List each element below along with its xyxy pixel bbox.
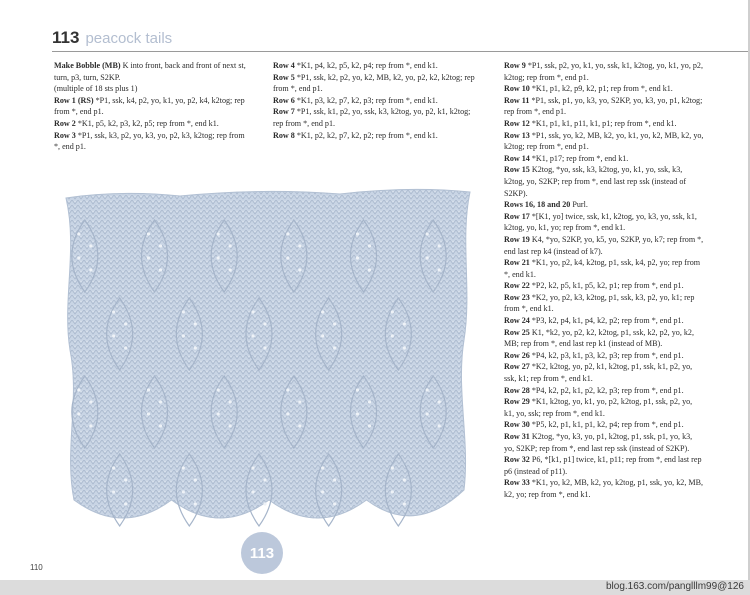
row-text: *K1, p3, k2, p7, k2, p3; rep from *, end k1. — [294, 95, 438, 105]
row-label: Row 14 — [504, 153, 530, 163]
row-text: K2tog, *yo, k3, yo, p1, k2tog, p1, ssk, p1, yo, k3, yo, S2KP; rep from *, end last rep ssk (instead of S2KP). — [504, 432, 693, 453]
eyelet-hole — [321, 466, 324, 469]
row-label: Row 2 — [54, 118, 76, 128]
eyelet-hole — [298, 400, 301, 403]
instruction-row — [504, 292, 704, 315]
row-text: *K1, p5, k2, p3, k2, p5; rep from *, end k1. — [75, 118, 219, 128]
eyelet-hole — [438, 244, 441, 247]
eyelet-hole — [182, 310, 185, 313]
eyelet-hole — [159, 424, 162, 427]
eyelet-hole — [251, 334, 254, 337]
eyelet-hole — [263, 322, 266, 325]
instruction-row — [504, 83, 704, 95]
row-label: Row 32 — [504, 455, 530, 465]
eyelet-hole — [368, 268, 371, 271]
eyelet-hole — [263, 346, 266, 349]
eyelet-hole — [356, 256, 359, 259]
instruction-row — [504, 454, 704, 477]
instruction-row — [504, 396, 704, 419]
eyelet-hole — [194, 478, 197, 481]
row-label: Rows 16, 18 and 20 — [504, 200, 571, 210]
row-text: *P1, ssk, yo, k2, MB, k2, yo, k1, yo, k2, MB, k2, yo, k2tog; rep from *, end p1. — [504, 130, 704, 152]
row-text: *K1, p4, k2, p5, k2, p4; rep from *, end k1. — [294, 61, 438, 70]
row-text: *P4, k2, p3, k1, p3, k2, p3; rep from *, end p1. — [529, 350, 684, 360]
eyelet-hole — [217, 412, 220, 415]
eyelet-hole — [77, 412, 80, 415]
eyelet-hole — [298, 268, 301, 271]
eyelet-hole — [217, 256, 220, 259]
row-text: *K2, k2tog, yo, p2, k1, k2tog, p1, ssk, k1, p2, yo, ssk, k1; rep from *, end k1. — [504, 362, 693, 384]
eyelet-hole — [391, 490, 394, 493]
instruction-row — [504, 60, 704, 83]
instruction-row — [54, 60, 252, 83]
eyelet-hole — [263, 502, 266, 505]
eyelet-hole — [426, 412, 429, 415]
eyelet-hole — [229, 244, 232, 247]
row-text: *P1, ssk, k1, p2, yo, ssk, k3, k2tog, yo, p2, k1, k2tog; rep from *, end p1. — [273, 107, 471, 128]
eyelet-hole — [438, 400, 441, 403]
instruction-row — [504, 361, 704, 384]
instruction-row — [504, 327, 704, 350]
eyelet-hole — [403, 346, 406, 349]
eyelet-hole — [251, 310, 254, 313]
eyelet-hole — [298, 424, 301, 427]
row-label: Row 6 — [273, 95, 295, 105]
row-label: Row 24 — [504, 316, 530, 326]
instruction-row — [273, 60, 478, 72]
eyelet-hole — [182, 490, 185, 493]
row-text: *[K1, yo] twice, ssk, k1, k2tog, yo, k3, yo, ssk, k1, k2tog, yo, k1, yo; rep from *, end k1. — [504, 211, 697, 233]
row-text: *K1, k2tog, yo, k1, yo, p2, k2tog, p1, ssk, p2, yo, k1, yo, ssk; rep from *, end k1. — [504, 397, 693, 418]
eyelet-hole — [251, 466, 254, 469]
eyelet-hole — [426, 388, 429, 391]
eyelet-hole — [438, 268, 441, 271]
instructions-column-1 — [54, 60, 252, 153]
instruction-row — [504, 130, 704, 153]
eyelet-hole — [391, 310, 394, 313]
eyelet-hole — [147, 232, 150, 235]
row-label: Row 29 — [504, 397, 530, 407]
eyelet-hole — [286, 232, 289, 235]
instruction-row — [54, 83, 252, 95]
row-label: Row 8 — [273, 130, 295, 140]
eyelet-hole — [182, 466, 185, 469]
instruction-row — [504, 431, 704, 454]
row-text: K2tog, *yo, ssk, k3, k2tog, yo, k1, yo, ssk, k3, k2tog, yo, S2KP; rep from *, end last rep ssk (instead of S2KP). — [504, 165, 687, 198]
instruction-row — [504, 280, 704, 292]
eyelet-hole — [229, 400, 232, 403]
eyelet-hole — [194, 322, 197, 325]
eyelet-hole — [124, 478, 127, 481]
row-text: K into front, back and front of next st, turn, p3, turn, S2KP. — [54, 61, 246, 82]
eyelet-hole — [217, 388, 220, 391]
row-text: *K1, p1, k1, p11, k1, p1; rep from *, end k1. — [529, 118, 677, 128]
eyelet-hole — [321, 334, 324, 337]
eyelet-hole — [263, 478, 266, 481]
instruction-row — [504, 211, 704, 234]
instruction-row — [504, 118, 704, 130]
instruction-row — [54, 118, 252, 130]
eyelet-hole — [124, 346, 127, 349]
eyelet-hole — [112, 334, 115, 337]
eyelet-hole — [333, 346, 336, 349]
eyelet-hole — [391, 466, 394, 469]
instruction-row — [273, 72, 478, 95]
row-label: Row 5 — [273, 72, 295, 82]
eyelet-hole — [194, 346, 197, 349]
header-rule — [52, 51, 750, 52]
row-label: Row 7 — [273, 107, 295, 117]
eyelet-hole — [368, 400, 371, 403]
eyelet-hole — [368, 424, 371, 427]
eyelet-hole — [112, 310, 115, 313]
eyelet-hole — [321, 310, 324, 313]
eyelet-hole — [391, 334, 394, 337]
eyelet-hole — [112, 466, 115, 469]
row-text: *P1, ssk, k4, p2, yo, k1, yo, p2, k4, k2tog; rep from *, end p1. — [54, 95, 245, 117]
eyelet-hole — [147, 388, 150, 391]
eyelet-hole — [356, 232, 359, 235]
row-label: Row 17 — [504, 211, 530, 221]
pattern-number: 113 — [52, 28, 80, 47]
eyelet-hole — [286, 388, 289, 391]
instruction-row — [504, 385, 704, 397]
row-text: *K1, yo, p2, k4, k2tog, p1, ssk, k4, p2, yo; rep from *, end k1. — [504, 258, 701, 279]
row-label: Row 9 — [504, 61, 526, 70]
eyelet-hole — [286, 412, 289, 415]
eyelet-hole — [333, 478, 336, 481]
row-label: Make Bobble (MB) — [54, 61, 121, 70]
eyelet-hole — [182, 334, 185, 337]
eyelet-hole — [438, 424, 441, 427]
page-header — [52, 28, 172, 48]
eyelet-hole — [147, 256, 150, 259]
instruction-row — [504, 234, 704, 257]
row-label: Row 26 — [504, 350, 530, 360]
row-text: *K2, yo, p2, k3, k2tog, p1, ssk, k3, p2, yo, k1; rep from *, end k1. — [504, 292, 695, 314]
row-label: Row 21 — [504, 258, 530, 268]
instruction-row — [273, 95, 478, 107]
row-label: Row 11 — [504, 95, 530, 105]
row-label: Row 12 — [504, 118, 530, 128]
eyelet-hole — [229, 424, 232, 427]
row-label: Row 23 — [504, 292, 530, 302]
row-label: Row 13 — [504, 130, 530, 140]
eyelet-hole — [333, 502, 336, 505]
instructions-column-3 — [504, 60, 704, 501]
eyelet-hole — [89, 424, 92, 427]
knit-swatch-photo — [60, 180, 478, 540]
row-text: *P1, ssk, k2, p2, yo, k2, MB, k2, yo, p2, k2, k2tog; rep from *, end p1. — [273, 72, 475, 94]
row-label: Row 30 — [504, 420, 530, 430]
instruction-row — [54, 95, 252, 118]
instructions-column-2 — [273, 60, 478, 141]
eyelet-hole — [368, 244, 371, 247]
pattern-title: peacock tails — [85, 30, 173, 47]
eyelet-hole — [298, 244, 301, 247]
row-label: Row 27 — [504, 362, 530, 372]
row-text: *K1, p1, k2, p9, k2, p1; rep from *, end k1. — [529, 84, 673, 94]
row-label: Row 25 — [504, 327, 530, 337]
row-text: *K1, p17; rep from *, end k1. — [529, 153, 629, 163]
eyelet-hole — [124, 502, 127, 505]
row-label: Row 15 — [504, 165, 530, 175]
instruction-row — [54, 130, 252, 153]
eyelet-hole — [159, 244, 162, 247]
eyelet-hole — [321, 490, 324, 493]
eyelet-hole — [286, 256, 289, 259]
eyelet-hole — [403, 322, 406, 325]
pattern-number-badge: 113 — [241, 532, 283, 574]
eyelet-hole — [426, 256, 429, 259]
instruction-row — [504, 477, 704, 500]
row-text: *K1, yo, k2, MB, k2, yo, k2tog, p1, ssk, yo, k2, MB, k2, yo; rep from *, end k1. — [504, 478, 703, 499]
eyelet-hole — [77, 388, 80, 391]
eyelet-hole — [159, 400, 162, 403]
eyelet-hole — [333, 322, 336, 325]
instruction-row — [504, 350, 704, 362]
row-text: *P4, k2, p2, k1, p2, k2, p3; rep from *, end p1. — [529, 385, 684, 395]
row-label: Row 28 — [504, 385, 530, 395]
eyelet-hole — [356, 388, 359, 391]
instruction-row — [504, 153, 704, 165]
row-text: (multiple of 18 sts plus 1) — [54, 84, 138, 94]
eyelet-hole — [403, 478, 406, 481]
row-label: Row 33 — [504, 478, 530, 488]
eyelet-hole — [147, 412, 150, 415]
instruction-row — [504, 315, 704, 327]
eyelet-hole — [77, 256, 80, 259]
eyelet-hole — [251, 490, 254, 493]
eyelet-hole — [229, 268, 232, 271]
eyelet-hole — [77, 232, 80, 235]
eyelet-hole — [112, 490, 115, 493]
row-label: Row 19 — [504, 234, 530, 244]
row-label: Row 3 — [54, 130, 76, 140]
page-number: 110 — [30, 563, 43, 572]
row-text: K1, *k2, yo, p2, k2, k2tog, p1, ssk, k2, p2, yo, k2, MB; rep from *, end last rep k1 (instead of MB). — [504, 327, 694, 349]
row-text: *P2, k2, p5, k1, p5, k2, p1; rep from *, end p1. — [529, 281, 684, 291]
eyelet-hole — [426, 232, 429, 235]
row-label: Row 22 — [504, 281, 530, 291]
eyelet-hole — [356, 412, 359, 415]
row-text: *P1, ssk, p2, yo, k1, yo, ssk, k1, k2tog, yo, k1, yo, p2, k2tog; rep from *, end p1. — [504, 61, 703, 82]
row-label: Row 31 — [504, 432, 530, 441]
knit-swatch-image — [60, 180, 478, 540]
eyelet-hole — [89, 400, 92, 403]
instruction-row — [273, 106, 478, 129]
row-text: *K1, p2, k2, p7, k2, p2; rep from *, end k1. — [294, 130, 438, 140]
row-text: K4, *yo, S2KP, yo, k5, yo, S2KP, yo, k7; rep from *, end last rep k4 (instead of k7). — [504, 234, 704, 256]
row-text: *P3, k2, p4, k1, p4, k2, p2; rep from *, end p1. — [529, 316, 684, 326]
instruction-row — [504, 199, 704, 211]
eyelet-hole — [124, 322, 127, 325]
row-text: *P5, k2, p1, k1, p1, k2, p4; rep from *, end p1. — [529, 420, 684, 430]
eyelet-hole — [159, 268, 162, 271]
eyelet-hole — [217, 232, 220, 235]
instruction-row — [504, 164, 704, 199]
instruction-row — [504, 419, 704, 431]
instruction-row — [504, 257, 704, 280]
eyelet-hole — [194, 502, 197, 505]
row-text: Purl. — [570, 200, 588, 210]
eyelet-hole — [403, 502, 406, 505]
eyelet-hole — [89, 244, 92, 247]
row-text: *P1, ssk, p1, yo, k3, yo, S2KP, yo, k3, yo, p1, k2tog; rep from *, end p1. — [504, 95, 703, 117]
row-text: P6, *[k1, p1] twice, k1, p11; rep from *, end last rep p6 (instead of p11). — [504, 455, 702, 476]
watermark: blog.163.com/panglllm99@126 — [605, 581, 744, 592]
row-text: *P1, ssk, k3, p2, yo, k3, yo, p2, k3, k2tog; rep from *, end p1. — [54, 130, 245, 152]
row-label: Row 10 — [504, 84, 530, 94]
row-label: Row 4 — [273, 61, 295, 70]
row-label: Row 1 (RS) — [54, 95, 94, 105]
eyelet-hole — [89, 268, 92, 271]
instruction-row — [273, 130, 478, 142]
instruction-row — [504, 95, 704, 118]
